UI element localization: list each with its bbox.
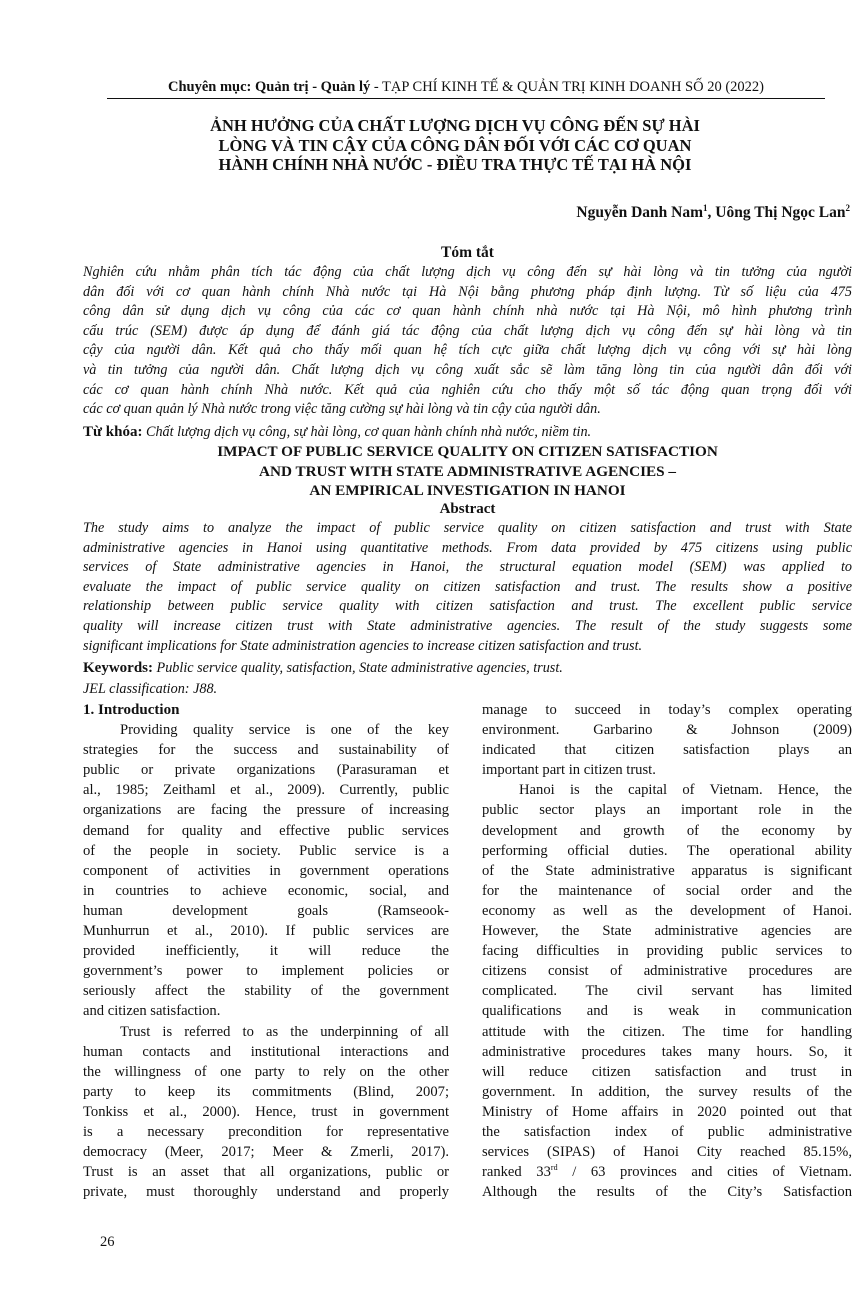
page-number: 26 — [100, 1234, 115, 1250]
body-line: facing difficulties in providing public services to — [482, 943, 852, 960]
keywords-text: Public service quality, satisfaction, State administrative agencies, trust. — [153, 660, 563, 676]
body-line: seriously affect the stability of the government — [83, 983, 449, 1000]
right-column — [482, 700, 852, 1202]
left-column — [83, 700, 449, 1202]
ordinal-suffix: rd — [550, 1163, 558, 1173]
vietnamese-title-line: ẢNH HƯỞNG CỦA CHẤT LƯỢNG DỊCH VỤ CÔNG ĐẾN SỰ HÀI — [210, 116, 700, 135]
author-separator: , — [707, 204, 716, 221]
body-line: However, the State administrative agencies are — [482, 923, 852, 940]
english-title-line: IMPACT OF PUBLIC SERVICE QUALITY ON CITIZEN SATISFACTION — [217, 443, 718, 460]
body-line: for the maintenance of social order and the — [482, 882, 852, 899]
body-line: Munhurrun et al., 2010). If public services are — [83, 923, 449, 940]
vietnamese-title-line: LÒNG VÀ TIN CẬY CỦA CÔNG DÂN ĐỐI VỚI CÁC CƠ QUAN — [218, 135, 692, 155]
abstract-line: cấu trúc (SEM) được áp dụng để đánh giá tác động của chất lượng dịch vụ công đến sự hài lòng và tin — [83, 322, 852, 339]
body-line: of the people in society. Public service is a — [83, 842, 449, 859]
english-title-line: AND TRUST WITH STATE ADMINISTRATIVE AGENCIES – — [259, 462, 676, 480]
body-line: services (SIPAS) of Hanoi City reached 85.15%, — [482, 1144, 852, 1161]
section-heading: 1. Introduction — [83, 702, 180, 718]
body-line: administrative procedures takes many hours. So, it — [482, 1043, 852, 1060]
body-line: is a necessary precondition for representative — [83, 1123, 449, 1140]
ranked-text-rest: / 63 provinces and cities of Vietnam. — [572, 1164, 852, 1181]
body-line: public sector plays an important role in the — [482, 802, 852, 819]
body-line: Ministry of Home affairs in 2020 pointed out that — [482, 1103, 852, 1120]
body-line: government’s power to implement policies or — [83, 963, 449, 980]
body-line: manage to succeed in today’s complex operating — [482, 702, 852, 718]
body-line: the willingness of one party to rely on the other — [83, 1063, 449, 1080]
keywords-label: Từ khóa: — [83, 424, 143, 440]
body-line: demand for quality and effective public services — [83, 822, 449, 839]
ranked-text: ranked 33 — [482, 1164, 551, 1181]
jel-classification — [83, 681, 852, 698]
body-line: environment. Garbarino & Johnson (2009) — [482, 722, 852, 739]
body-line: private, must thoroughly understand and properly — [83, 1184, 449, 1201]
keywords-label: Keywords: — [83, 660, 153, 676]
body-line: Tonkiss et al., 2000). Hence, trust in government — [83, 1103, 449, 1120]
body-line: will reduce citizen satisfaction and trust in — [482, 1063, 852, 1080]
abstract-line: evaluate the impact of public service quality on citizen satisfaction and trust. The results show a positive — [83, 578, 852, 595]
english-title-line: AN EMPIRICAL INVESTIGATION IN HANOI — [309, 482, 626, 499]
author-affiliation: 1 — [703, 202, 708, 213]
body-line: democracy (Meer, 2017; Meer & Zmerli, 2017). — [83, 1144, 449, 1161]
body-line: complicated. The civil servant has limited — [482, 983, 852, 1000]
body-line: the satisfaction index of public administrative — [482, 1123, 852, 1140]
body-line: indicated that citizen satisfaction plays an — [482, 742, 852, 759]
body-line: Trust is referred to as the underpinning of all — [120, 1023, 449, 1040]
body-line: Hanoi is the capital of Vietnam. Hence, the — [519, 782, 852, 799]
running-head-journal: - TẠP CHÍ KINH TẾ & QUẢN TRỊ KINH DOANH SỐ 20 (2022) — [370, 79, 764, 95]
body-line-ranked — [482, 1162, 852, 1182]
body-line: important part in citizen trust. — [482, 762, 656, 779]
abstract-line: cậy của người dân. Kết quả cho thấy mối quan hệ tích cực giữa chất lượng dịch vụ công với sự hài lòng — [83, 342, 852, 359]
abstract-line: significant implications for State administration agencies to increase citizen satisfaction and trust. — [83, 637, 643, 654]
body-line: component of activities in government operations — [83, 862, 449, 879]
body-line: Providing quality service is one of the key — [120, 722, 449, 739]
body-line: human development goals (Ramseook- — [83, 902, 449, 919]
vietnamese-title-line: HÀNH CHÍNH NHÀ NƯỚC - ĐIỀU TRA THỰC TẾ TẠI HÀ NỘI — [218, 155, 692, 174]
body-line: qualifications and is weak in communication — [482, 1003, 852, 1020]
body-line: party to keep its commitments (Blind, 2007; — [83, 1083, 449, 1100]
keywords-text: Chất lượng dịch vụ công, sự hài lòng, cơ quan hành chính nhà nước, niềm tin. — [142, 424, 592, 440]
body-line: human contacts and institutional interactions and — [83, 1043, 449, 1060]
english-abstract-heading: Abstract — [439, 501, 496, 517]
abstract-line: quality will increase citizen trust with State administrative agencies. The result of the study suggests some — [83, 617, 852, 634]
abstract-line: công dân sử dụng dịch vụ công của các cơ quan hành chính nhà nước tại Hà Nội, mô hình phương trình — [83, 303, 852, 320]
body-line: citizens consist of administrative procedures are — [482, 963, 852, 980]
body-line: Although the results of the City’s Satisfaction — [482, 1184, 852, 1201]
body-line: of the State administrative apparatus is significant — [482, 862, 852, 879]
body-line: public or private organizations (Parasuraman et — [83, 762, 449, 779]
abstract-line: Nghiên cứu nhằm phân tích tác động của chất lượng dịch vụ công đến sự hài lòng và tin tưởng của người — [83, 264, 852, 280]
body-line: strategies for the success and sustainability of — [83, 742, 449, 759]
vietnamese-abstract-heading: Tóm tắt — [441, 244, 494, 261]
running-head-section: Chuyên mục: Quản trị - Quản lý — [168, 79, 371, 95]
body-line: government. In addition, the survey results of the — [482, 1083, 852, 1100]
body-line: development and growth of the economy by — [482, 822, 852, 839]
body-line: provided inefficiently, it will reduce the — [83, 943, 449, 960]
abstract-line: administrative agencies in Hanoi using quantitative methods. From data provided by 475 citizens using public — [83, 539, 852, 556]
body-line: and citizen satisfaction. — [83, 1003, 221, 1020]
body-line: performing official duties. The operational ability — [482, 842, 852, 859]
abstract-line: The study aims to analyze the impact of public service quality on citizen satisfaction and trust with State — [83, 520, 852, 536]
english-abstract — [83, 519, 852, 656]
vietnamese-keywords — [83, 424, 852, 441]
english-keywords — [83, 660, 852, 677]
jel-text: JEL classification: J88. — [83, 681, 218, 697]
authors — [480, 204, 850, 222]
body-line: economy as well as the development of Hanoi. — [482, 902, 852, 919]
body-line: attitude with the citizen. The time for handling — [482, 1023, 852, 1040]
body-line: al., 1985; Zeithaml et al., 2009). Currently, public — [83, 782, 449, 799]
abstract-line: và tin tưởng của người dân. Chất lượng dịch vụ công xuất sắc sẽ làm tăng lòng tin của người dân đối với — [83, 361, 852, 378]
author-name: Nguyễn Danh Nam — [576, 204, 704, 221]
abstract-line: dân đối với cơ quan hành chính Nhà nước tại Hà Nội bằng phương pháp định lượng. Từ số liệu của 475 — [83, 283, 852, 300]
english-title — [120, 442, 815, 501]
running-head — [107, 79, 825, 99]
body-line: organizations are facing the pressure of increasing — [83, 802, 449, 819]
body-line: in countries to achieve economic, social, and — [83, 882, 449, 899]
vietnamese-abstract — [83, 263, 852, 420]
abstract-line: services of State administrative agencies in Hanoi, the structural equation model (SEM) was applied to — [83, 559, 852, 576]
vietnamese-title — [120, 116, 790, 175]
abstract-line: relationship between public service quality with citizen satisfaction and trust. The excellent public service — [83, 598, 852, 615]
abstract-line: các cơ quan quản lý Nhà nước trong việc tăng cường sự hài lòng và tin cậy của người dân. — [83, 401, 601, 418]
body-line: Trust is an asset that all organizations, public or — [83, 1164, 449, 1181]
author-name: Uông Thị Ngọc Lan — [715, 204, 846, 221]
author-affiliation: 2 — [845, 202, 850, 213]
abstract-line: các cơ quan hành chính Nhà nước. Kết quả của nghiên cứu cho thấy một số tác động quan trọng đối với — [83, 381, 852, 398]
